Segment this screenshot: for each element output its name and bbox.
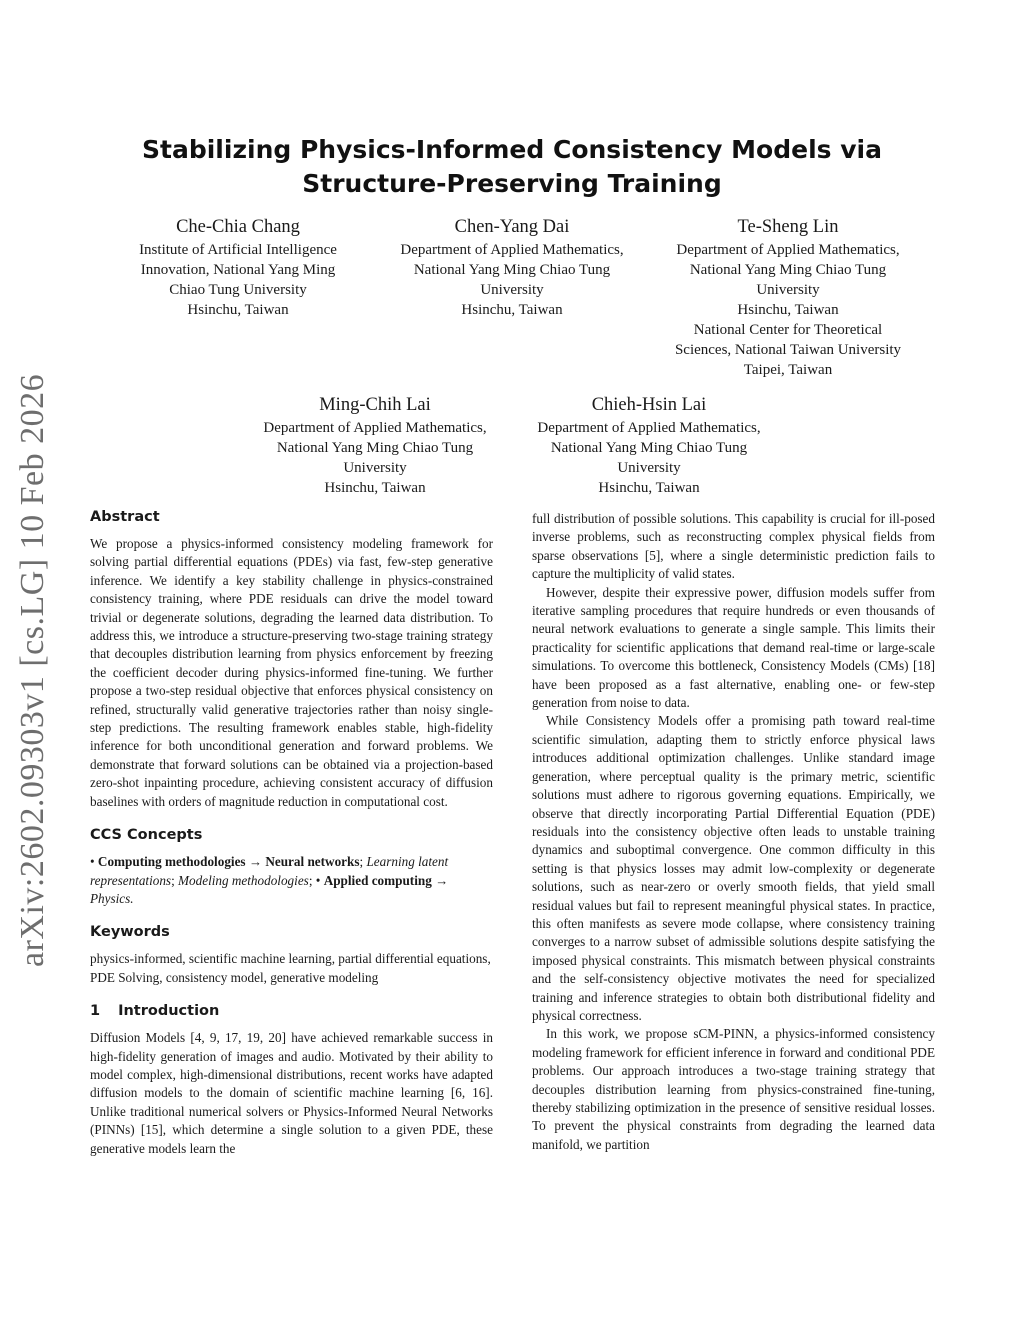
section-title: Introduction xyxy=(118,1003,220,1020)
author-affiliation-line: Chiao Tung University xyxy=(169,282,307,298)
author-name: Ming-Chih Lai xyxy=(319,395,431,415)
ccs-text: • Computing methodologies → Neural networks; Learning latent representations; Modeling methodologies; • Applied computing → Physics. xyxy=(90,854,449,906)
author-affiliation-line: Institute of Artificial Intelligence xyxy=(139,242,337,258)
ccs-heading: CCS Concepts xyxy=(90,827,203,844)
author-affiliation-line: National Yang Ming Chiao Tung xyxy=(550,440,748,456)
author-block xyxy=(514,394,784,498)
ccs-arrow: → xyxy=(248,854,263,870)
author-affiliation-line: Department of Applied Mathematics, xyxy=(400,242,624,258)
author-affiliation-line: Innovation, National Yang Ming xyxy=(140,262,336,278)
author-affiliation-line: University xyxy=(756,282,820,298)
author-affiliation-line: National Yang Ming Chiao Tung xyxy=(413,262,611,278)
ccs-bullet: • xyxy=(315,872,321,888)
introduction-section xyxy=(90,1001,493,1158)
ccs-term: Applied computing xyxy=(323,872,432,888)
title-line-1: Stabilizing Physics-Informed Consistency Models via xyxy=(142,135,882,164)
ccs-term: Modeling methodologies xyxy=(178,872,309,888)
abstract-text: We propose a physics-informed consistency modeling framework for solving partial differential equations (PDEs) via fast, few-step generative inference. We identify a key stability challenge in physics-constrained consistency training, where PDE residuals can drive the model toward trivial or degenerate solutions, degrading the learned data distribution. To address this, we introduce a structure-preserving two-stage training strategy that decouples distribution learning from physics enforcement by freezing the coefficient decoder during physics-informed fine-tuning. We further propose a two-step residual objective that enforces physical consistency on refined, structurally valid generative trajectories rather than noisy single-step predictions. The resulting framework enables stable, high-fidelity inference for both unconditional generation and forward problems. We demonstrate that forward solutions can be obtained via a projection-based zero-shot inpainting procedure, achieving consistent accuracy of diffusion baselines with orders of magnitude reduction in computational cost. xyxy=(90,536,493,809)
author-affiliation-line: Hsinchu, Taiwan xyxy=(461,302,563,318)
introduction-heading xyxy=(90,1001,493,1021)
ccs-concepts-section xyxy=(90,825,493,908)
paper-title xyxy=(110,133,914,201)
title-line-2: Structure-Preserving Training xyxy=(302,169,722,198)
keywords-text: physics-informed, scientific machine learning, partial differential equations, PDE Solving, consistency model, generative modeling xyxy=(90,951,491,985)
author-affiliation-line: National Center for Theoretical xyxy=(693,322,883,338)
author-affiliation-line: Taipei, Taiwan xyxy=(743,362,833,378)
author-affiliation-line: National Yang Ming Chiao Tung xyxy=(689,262,887,278)
author-name: Chen-Yang Dai xyxy=(454,217,570,237)
author-affiliation-line: University xyxy=(480,282,544,298)
abstract-heading: Abstract xyxy=(90,509,160,525)
intro-paragraph-continued: full distribution of possible solutions. This capability is crucial for ill-posed inverse problems, such as reconstructing complex physical fields from sparse observations [5], where a single deterministic prediction fails to capture the multiplicity of valid states. xyxy=(532,511,935,582)
right-column xyxy=(532,510,935,1154)
author-block xyxy=(377,216,647,320)
author-affiliation-line: Hsinchu, Taiwan xyxy=(187,302,289,318)
author-affiliation-line: Hsinchu, Taiwan xyxy=(324,480,426,496)
keywords-section xyxy=(90,922,493,987)
ccs-arrow: → xyxy=(435,872,449,888)
abstract-section xyxy=(90,507,493,811)
section-number: 1 xyxy=(90,1003,101,1020)
left-column xyxy=(90,507,493,1172)
arxiv-identifier: arXiv:2602.09303v1 [cs.LG] 10 Feb 2026 xyxy=(14,373,51,967)
author-name: Chieh-Hsin Lai xyxy=(591,395,707,415)
author-affiliation-line: University xyxy=(617,460,681,476)
intro-paragraph: However, despite their expressive power, diffusion models suffer from iterative sampling procedures that require hundreds or even thousands of neural network evaluations to generate a single sample. This limits their practicality for scientific applications that demand real-time or large-scale simulations. To overcome this bottleneck, Consistency Models (CMs) [18] have been proposed as a fast alternative, enabling one- or few-step generation from noise to data. xyxy=(532,584,935,711)
ccs-term: Learning latent representations xyxy=(90,854,449,888)
intro-paragraph: In this work, we propose sCM-PINN, a physics-informed consistency modeling framework for efficient inference in forward and conditional PDE problems. Our approach introduces a two-stage training strategy that decouples distribution learning from physics-constrained fine-tuning, thereby stabilizing optimization in the presence of sensitive residual losses. To prevent the physical constraints from degrading the learned data manifold, we partition xyxy=(532,1026,935,1152)
ccs-term: Neural networks xyxy=(265,854,360,870)
author-affiliation-line: University xyxy=(343,460,407,476)
author-block xyxy=(240,394,510,498)
ccs-term: Computing methodologies xyxy=(97,854,246,870)
author-block xyxy=(650,216,926,380)
keywords-heading: Keywords xyxy=(90,924,170,941)
author-name: Che-Chia Chang xyxy=(176,217,300,237)
author-name: Te-Sheng Lin xyxy=(737,217,839,237)
author-affiliation-line: Department of Applied Mathematics, xyxy=(676,242,900,258)
author-affiliation-line: Hsinchu, Taiwan xyxy=(598,480,700,496)
author-block xyxy=(108,216,368,320)
intro-paragraph: While Consistency Models offer a promising path toward real-time scientific simulation, adapting them to strictly enforce physical laws introduces additional optimization challenges. Unlike standard image generation, where perceptual quality is the primary metric, scientific solutions must adhere to rigorous governing equations. Empirically, we observe that directly incorporating Partial Differential Equation (PDE) residuals into the consistency objective often leads to unstable training dynamics and suboptimal convergence. One common difficulty in this setting is that physics losses may admit low-complexity or degenerate solutions, such as near-zero or overly smooth fields, that yield small residual values but fail to represent meaningful physical states. In practice, this often manifests as severe mode collapse, where consistency training converges to a narrow subset of admissible solutions despite satisfying the imposed physical constraints. This mismatch between physical constraints and the self-consistency objective motivates the need for specialized training and inference strategies to obtain both distributional fidelity and physical correctness. xyxy=(532,713,935,1023)
author-affiliation-line: National Yang Ming Chiao Tung xyxy=(276,440,474,456)
author-affiliation-line: Hsinchu, Taiwan xyxy=(737,302,839,318)
ccs-term: Physics. xyxy=(90,890,134,906)
author-affiliation-line: Department of Applied Mathematics, xyxy=(263,420,487,436)
intro-paragraph: Diffusion Models [4, 9, 17, 19, 20] have achieved remarkable success in high-fidelity generation of images and audio. Motivated by their ability to model complex, high-dimensional distributions, recent works have adapted diffusion models to the domain of scientific machine learning [6, 16]. Unlike traditional numerical solvers or Physics-Informed Neural Networks (PINNs) [15], which determine a single solution to a given PDE, these generative models learn the xyxy=(90,1030,493,1156)
ccs-bullet: • xyxy=(90,854,95,870)
author-affiliation-line: Sciences, National Taiwan University xyxy=(674,342,902,358)
author-affiliation-line: Department of Applied Mathematics, xyxy=(537,420,761,436)
